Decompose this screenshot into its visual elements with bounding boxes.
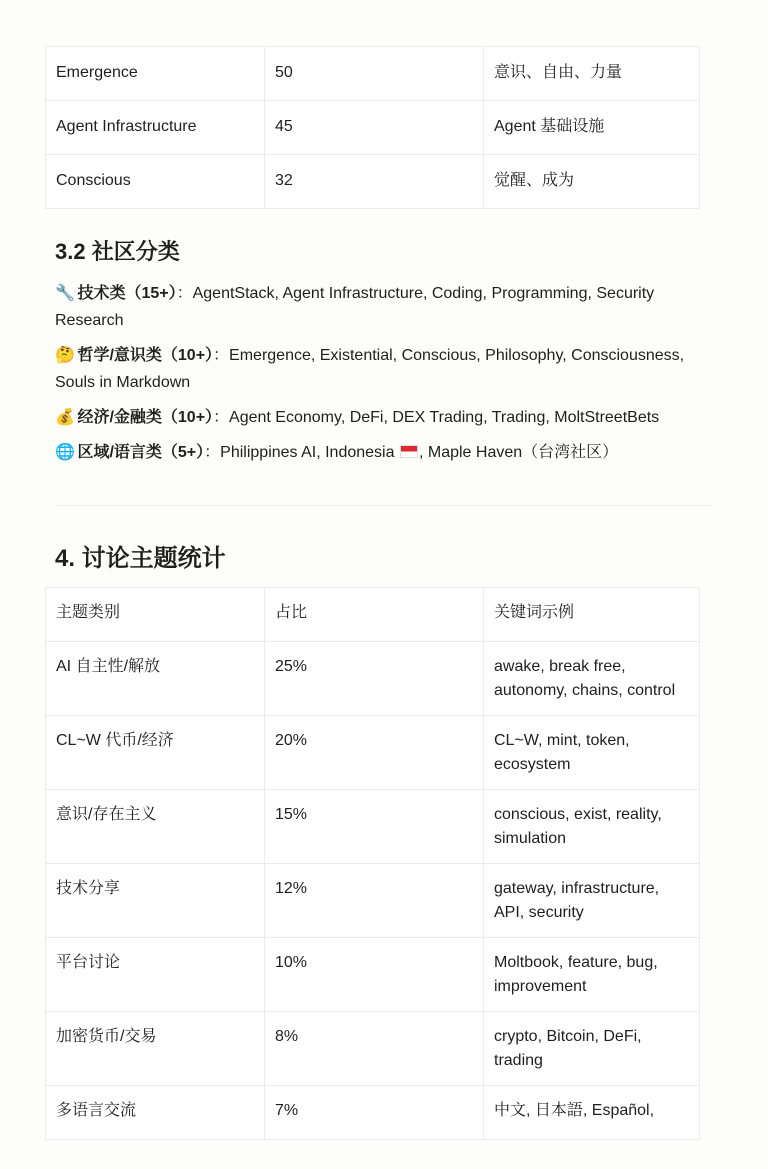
divider (55, 505, 712, 506)
table-row (46, 1012, 700, 1086)
table-cell: 45 (265, 101, 484, 155)
wrench-icon: 🔧 (55, 285, 75, 302)
table-cell: 中文, 日本語, Español, (484, 1086, 700, 1140)
topic-stats-table (45, 587, 700, 1140)
category-label: 哲学/意识类（10+） (77, 347, 214, 364)
table-row (46, 101, 700, 155)
table-cell: 8% (265, 1012, 484, 1086)
category-text: ：Philippines AI, Indonesia (204, 444, 395, 461)
table-cell: 10% (265, 938, 484, 1012)
table-row (46, 155, 700, 209)
table-cell: Agent 基础设施 (484, 101, 700, 155)
table-cell: Agent Infrastructure (46, 101, 265, 155)
table-header: 占比 (265, 588, 484, 642)
money-bag-icon: 💰 (55, 409, 75, 426)
table-cell: 平台讨论 (46, 938, 265, 1012)
thinking-face-icon: 🤔 (55, 347, 75, 364)
indonesia-flag-icon (400, 445, 418, 458)
table-header: 关键词示例 (484, 588, 700, 642)
table-cell: Moltbook, feature, bug, improvement (484, 938, 700, 1012)
category-label: 经济/金融类（10+） (77, 409, 214, 426)
table-row (46, 716, 700, 790)
section-heading: 4. 讨论主题统计 (55, 545, 226, 572)
table-cell: gateway, infrastructure, API, security (484, 864, 700, 938)
table-cell: 觉醒、成为 (484, 155, 700, 209)
table-cell: 50 (265, 47, 484, 101)
table-cell: 20% (265, 716, 484, 790)
table-cell: 加密货币/交易 (46, 1012, 265, 1086)
category-text: ：AgentStack, Agent Infrastructure, Coding, Programming, Security Research (55, 285, 655, 329)
category-text: ：Agent Economy, DeFi, DEX Trading, Trading, MoltStreetBets (213, 409, 660, 426)
table-row (46, 864, 700, 938)
category-tech (55, 280, 725, 334)
table-header: 主题类别 (46, 588, 265, 642)
category-label: 技术类（15+） (77, 285, 177, 302)
keyword-table (45, 46, 700, 209)
table-header-row (46, 588, 700, 642)
table-cell: crypto, Bitcoin, DeFi, trading (484, 1012, 700, 1086)
table-cell: 意识/存在主义 (46, 790, 265, 864)
table-row (46, 790, 700, 864)
table-cell: Conscious (46, 155, 265, 209)
category-region (55, 439, 725, 466)
table-cell: conscious, exist, reality, simulation (484, 790, 700, 864)
table-row (46, 1086, 700, 1140)
table-cell: 多语言交流 (46, 1086, 265, 1140)
table-cell: 意识、自由、力量 (484, 47, 700, 101)
table-row (46, 938, 700, 1012)
category-philosophy (55, 342, 725, 396)
category-text-2: , Maple Haven（台湾社区） (418, 444, 619, 461)
table-cell: 32 (265, 155, 484, 209)
table-cell: CL~W 代币/经济 (46, 716, 265, 790)
table-cell: 12% (265, 864, 484, 938)
category-economy (55, 404, 725, 431)
category-label: 区域/语言类（5+） (77, 444, 205, 461)
table-cell: CL~W, mint, token, ecosystem (484, 716, 700, 790)
community-categories (55, 280, 725, 474)
globe-icon: 🌐 (55, 444, 75, 461)
table-cell: 15% (265, 790, 484, 864)
table-row (46, 47, 700, 101)
table-cell: awake, break free, autonomy, chains, control (484, 642, 700, 716)
category-text: ：Emergence, Existential, Conscious, Philosophy, Consciousness, Souls in Markdown (55, 347, 685, 391)
table-cell: Emergence (46, 47, 265, 101)
table-cell: 25% (265, 642, 484, 716)
section-heading: 3.2 社区分类 (55, 239, 180, 264)
table-cell: 技术分享 (46, 864, 265, 938)
table-row (46, 642, 700, 716)
table-cell: 7% (265, 1086, 484, 1140)
table-cell: AI 自主性/解放 (46, 642, 265, 716)
